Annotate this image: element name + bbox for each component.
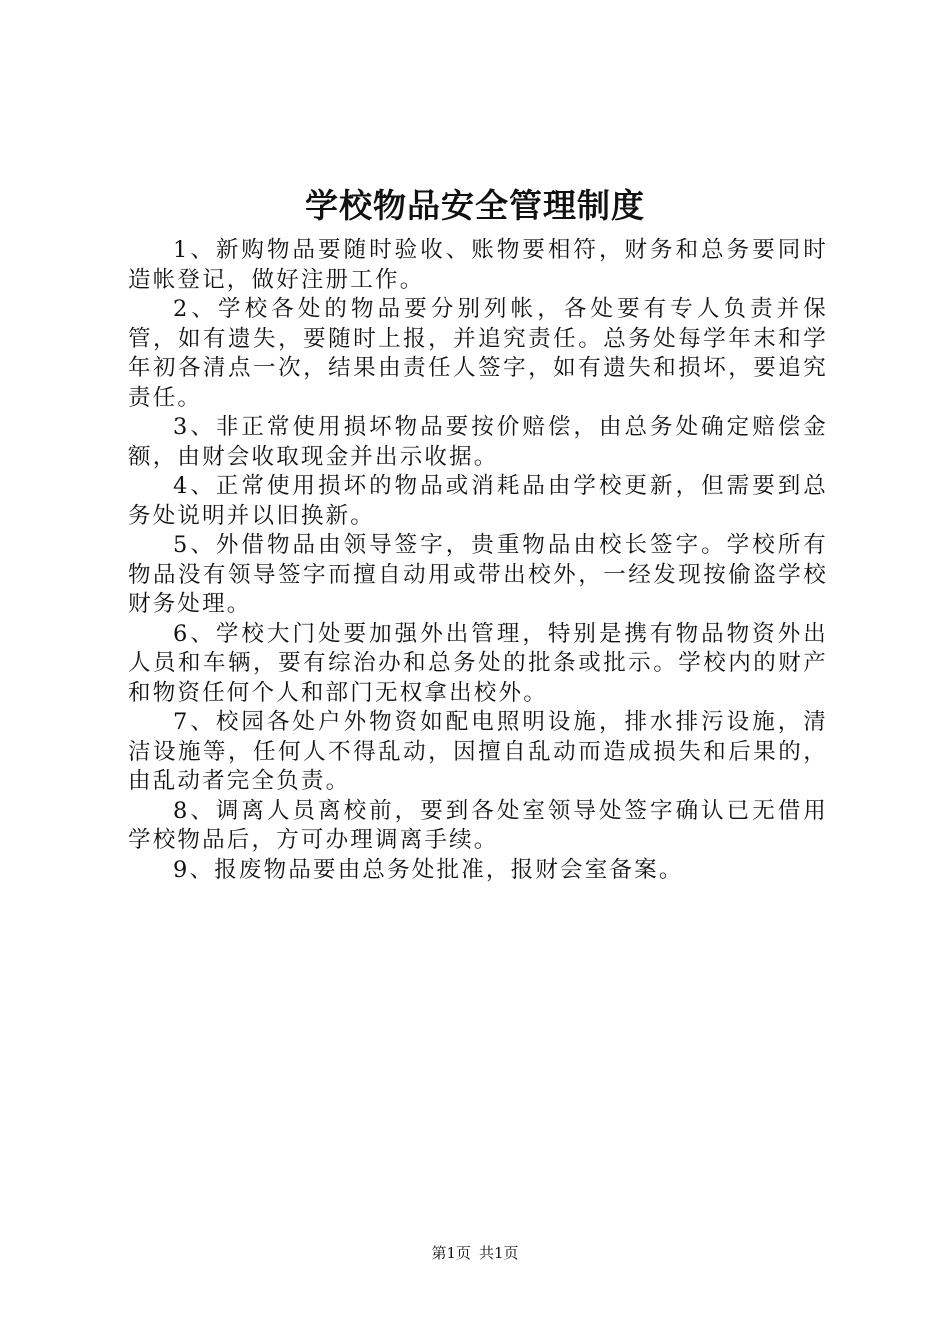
paragraph-3: 3、非正常使用损坏物品要按价赔偿，由总务处确定赔偿金额，由财会收取现金并出示收据。: [128, 414, 828, 470]
page-number: 第1页: [431, 1244, 471, 1262]
page-footer: [0, 1243, 950, 1263]
paragraph-6: 6、学校大门处要加强外出管理，特别是携有物品物资外出人员和车辆，要有综治办和总务处的批条或批示。学校内的财产和物资任何个人和部门无权拿出校外。: [128, 620, 828, 706]
document-body: [128, 236, 828, 885]
paragraph-7: 7、校园各处户外物资如配电照明设施，排水排污设施，清洁设施等，任何人不得乱动，因擅自乱动而造成损失和后果的，由乱动者完全负责。: [128, 709, 828, 794]
page-total: 共1页: [479, 1244, 519, 1262]
paragraph-9: 9、报废物品要由总务处批准，报财会室备案。: [173, 856, 684, 883]
paragraph-5: 5、外借物品由领导签字，贵重物品由校长签字。学校所有物品没有领导签字而擅自动用或带出校外，一经发现按偷盗学校财务处理。: [128, 532, 828, 617]
paragraph-8: 8、调离人员离校前，要到各处室领导处签字确认已无借用学校物品后，方可办理调离手续。: [128, 797, 828, 853]
paragraph-1: 1、新购物品要随时验收、账物要相符，财务和总务要同时造帐登记，做好注册工作。: [128, 237, 828, 293]
paragraph-4: 4、正常使用损坏的物品或消耗品由学校更新，但需要到总务处说明并以旧换新。: [128, 473, 828, 529]
document-title: 学校物品安全管理制度: [305, 186, 645, 225]
paragraph-2: 2、学校各处的物品要分别列帐，各处要有专人负责并保管，如有遗失，要随时上报，并追究责任。总务处每学年末和学年初各清点一次，结果由责任人签字，如有遗失和损坏，要追究责任。: [128, 296, 828, 411]
